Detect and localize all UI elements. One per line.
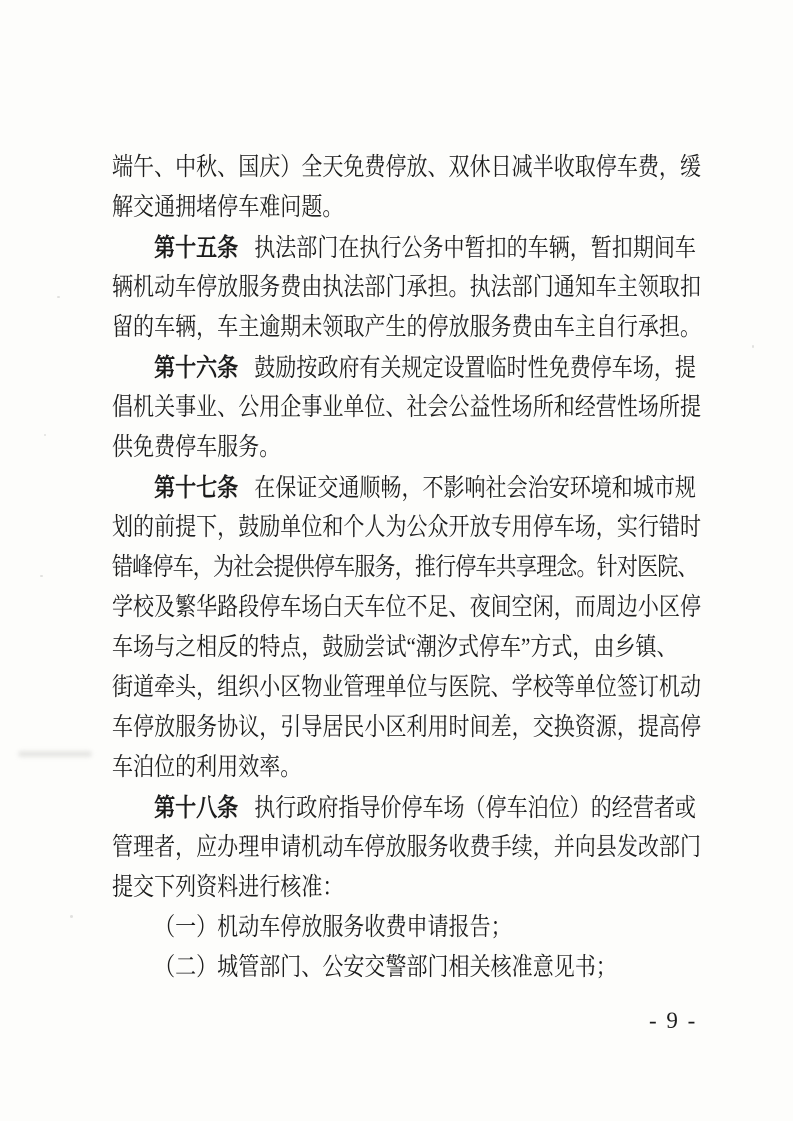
text-line xyxy=(112,868,701,908)
article-16-heading: 第十六条 xyxy=(154,354,239,382)
line-text: 车场与之相反的特点，鼓励尝试“潮汐式停车”方式，由乡镇、 xyxy=(112,634,678,661)
line-text: 端午、中秋、国庆）全天免费停放、双休日减半收取停车费，缓 xyxy=(112,154,701,181)
line-text: 在保证交通顺畅，不影响社会治安环境和城市规 xyxy=(254,475,696,502)
scan-speckle xyxy=(752,345,754,348)
body-text xyxy=(112,148,701,988)
line-text: 划的前提下，鼓励单位和个人为公众开放专用停车场，实行错时 xyxy=(112,514,701,541)
line-text: 学校及繁华路段停车场白天车位不足、夜间空闲，而周边小区停 xyxy=(112,594,701,621)
text-line xyxy=(112,948,701,988)
text-line xyxy=(112,548,701,588)
text-line xyxy=(112,428,701,468)
line-text: 车停放服务协议，引导居民小区利用时间差，交换资源，提高停 xyxy=(112,714,701,741)
text-line xyxy=(112,388,701,428)
text-line xyxy=(112,188,701,228)
text-line xyxy=(112,468,701,508)
line-text: 错峰停车，为社会提供停车服务，推行停车共享理念。针对医院、 xyxy=(112,554,698,581)
line-text: 车泊位的利用效率。 xyxy=(112,754,302,781)
text-line xyxy=(112,308,701,348)
text-line xyxy=(112,828,701,868)
line-text: （二）城管部门、公安交警部门相关核准意见书； xyxy=(154,954,617,981)
text-line xyxy=(112,788,701,828)
scan-speckle xyxy=(40,575,43,577)
text-line xyxy=(112,588,701,628)
line-text: 解交通拥堵停车难问题。 xyxy=(112,194,344,221)
text-line xyxy=(112,268,701,308)
text-line xyxy=(112,908,701,948)
line-text: 鼓励按政府有关规定设置临时性免费停车场，提 xyxy=(254,355,696,382)
line-text: 提交下列资料进行核准： xyxy=(112,874,344,901)
line-text: 管理者，应办理申请机动车停放服务收费手续，并向县发改部门 xyxy=(112,834,701,861)
line-text: 供免费停车服务。 xyxy=(112,434,281,461)
page-number: - 9 - xyxy=(649,1008,698,1033)
text-line xyxy=(112,148,701,188)
article-17-heading: 第十七条 xyxy=(154,474,239,502)
scan-speckle xyxy=(44,434,46,436)
article-15-heading: 第十五条 xyxy=(154,234,239,262)
text-line xyxy=(112,348,701,388)
line-text: 执行政府指导价停车场（停车泊位）的经营者或 xyxy=(254,795,696,822)
text-line xyxy=(112,508,701,548)
line-text: （一）机动车停放服务收费申请报告； xyxy=(154,914,512,941)
article-18-heading: 第十八条 xyxy=(154,794,239,822)
text-line xyxy=(112,708,701,748)
text-line xyxy=(112,228,701,268)
text-line xyxy=(112,748,701,788)
line-text: 街道牵头，组织小区物业管理单位与医院、学校等单位签订机动 xyxy=(112,674,701,701)
line-text: 留的车辆，车主逾期未领取产生的停放服务费由车主自行承担。 xyxy=(112,314,701,341)
line-text: 执法部门在执行公务中暂扣的车辆，暂扣期间车 xyxy=(254,235,696,262)
text-line xyxy=(112,628,701,668)
text-line xyxy=(112,668,701,708)
scan-smudge xyxy=(18,751,92,757)
scan-speckle xyxy=(57,296,60,298)
line-text: 辆机动车停放服务费由执法部门承担。执法部门通知车主领取扣 xyxy=(112,274,701,301)
line-text: 倡机关事业、公用企事业单位、社会公益性场所和经营性场所提 xyxy=(112,394,701,421)
scan-speckle xyxy=(70,915,73,918)
